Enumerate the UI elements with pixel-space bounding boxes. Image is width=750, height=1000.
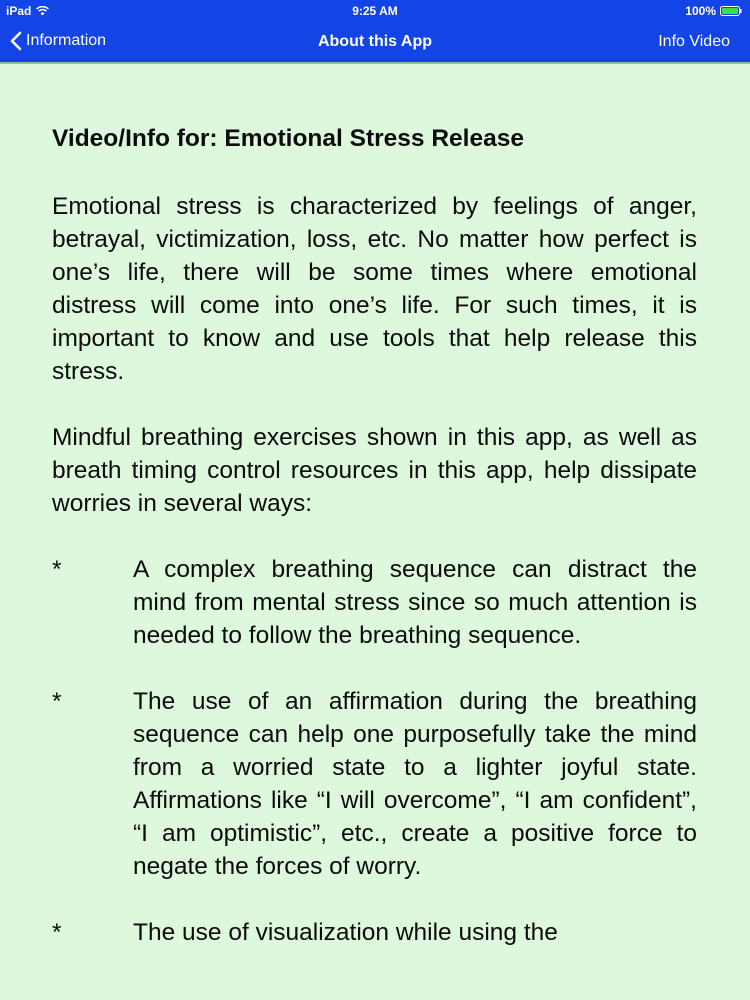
- battery-icon: [720, 6, 742, 16]
- paragraph: Emotional stress is characterized by feelings of anger, betrayal, victimization, loss, etc. No matter how perfect is one’s life, there will be some times where emotional distress will come into one’s life. For such times, it is important to know and use tools that help release this stress.: [52, 193, 697, 385]
- carrier-label: iPad: [6, 4, 32, 18]
- status-time: 9:25 AM: [352, 4, 398, 18]
- bullet-item: [52, 916, 697, 949]
- back-button-label: Information: [26, 32, 107, 49]
- bullet-mark: *: [52, 919, 62, 946]
- status-battery: [685, 4, 742, 18]
- bullet-text: The use of visualization while using the: [133, 919, 558, 946]
- page-title: About this App: [317, 33, 433, 50]
- bullet-mark: *: [52, 688, 62, 715]
- status-bar: [0, 0, 750, 22]
- nav-divider: [0, 62, 750, 64]
- battery-percent: 100%: [685, 4, 716, 18]
- bullet-item: [52, 553, 697, 652]
- bullet-text: A complex breathing sequence can distract the mind from mental stress since so much attention is needed to follow the breathing sequence.: [133, 556, 697, 649]
- navigation-bar: [0, 22, 750, 62]
- bullet-mark: *: [52, 556, 62, 583]
- paragraph: Mindful breathing exercises shown in this app, as well as breath timing control resources in this app, help dissipate worries in several ways:: [52, 424, 697, 517]
- bullet-item: [52, 685, 697, 883]
- content-area: [52, 120, 697, 982]
- bullet-text: The use of an affirmation during the breathing sequence can help one purposefully take the mind from a worried state to a lighter joyful state. Affirmations like “I will overcome”, “I am confident”, “I am optimistic”, etc., create a positive force to negate the forces of worry.: [133, 688, 697, 880]
- content-heading: Video/Info for: Emotional Stress Release: [52, 125, 524, 152]
- info-video-button[interactable]: Info Video: [658, 33, 730, 50]
